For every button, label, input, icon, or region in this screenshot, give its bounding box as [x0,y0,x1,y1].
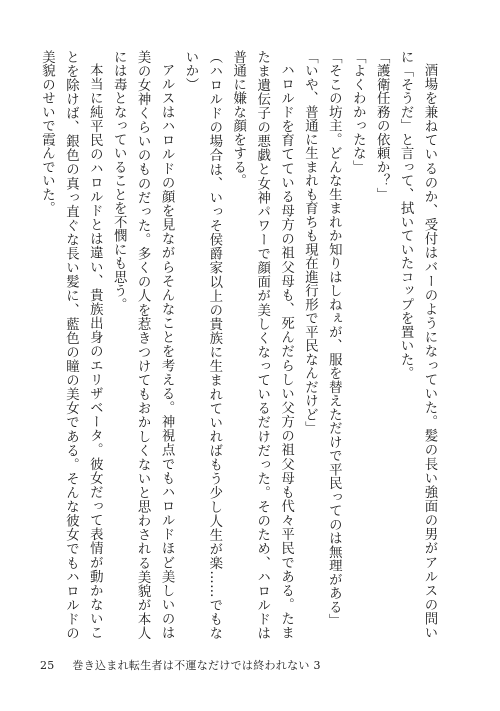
body-text [39,50,441,640]
paragraph: ハロルドを育てている母方の祖父母も、死んだらしい父方の祖父母も代々平民である。たまたま遺伝子の悪戯と女神パワーで顔面が美しくなっているだけだった。そのため、ハロルドは普通に嫌な顔をする。 [230,50,294,640]
page-footer [40,657,321,673]
dialogue-line: 「そこの坊主。どんな生まれか知りはしねぇが、服を替えただけで平民ってのは無理がある」 [326,50,342,628]
paragraph: 本当に純平民のハロルドとは違い、貴族出身のエリザベータ。彼女だって表情が動かないことを除けば、銀色の真っ直ぐな長い髪に、藍色の瞳の美女である。そんな彼女でもハロルドの美貌のせいで霞んでいた。 [39,50,103,640]
paragraph: アルスはハロルドの顔を見ながらそんなことを考える。神視点でもハロルドほど美しいのは美の女神くらいのものだった。多くの人を惹きつけてもおかしくないと思わされる美貌が本人には毒となっていることを不憫にも思う。 [111,50,175,640]
page-number: 25 [40,659,55,672]
dialogue-line: 「よくわかったな」 [350,50,366,174]
dialogue-line: 「いや、普通に生まれも育ちも現在進行形で平民なんだけど」 [302,50,318,435]
paragraph: 酒場を兼ねているのか、受付はバーのようになっていた。髪の長い強面の男がアルスの問いに「そうだ」と言って、拭いていたコップを置いた。 [398,50,437,640]
running-title: 巻き込まれ転生者は不運なだけでは終われない 3 [72,659,321,672]
inner-thought: （ハロルドの場合は、いっそ侯爵家以上の貴族に生まれていればもう少し人生が楽……でもないか） [182,50,222,640]
dialogue-line: 「護衛任務の依頼か？」 [374,50,390,202]
